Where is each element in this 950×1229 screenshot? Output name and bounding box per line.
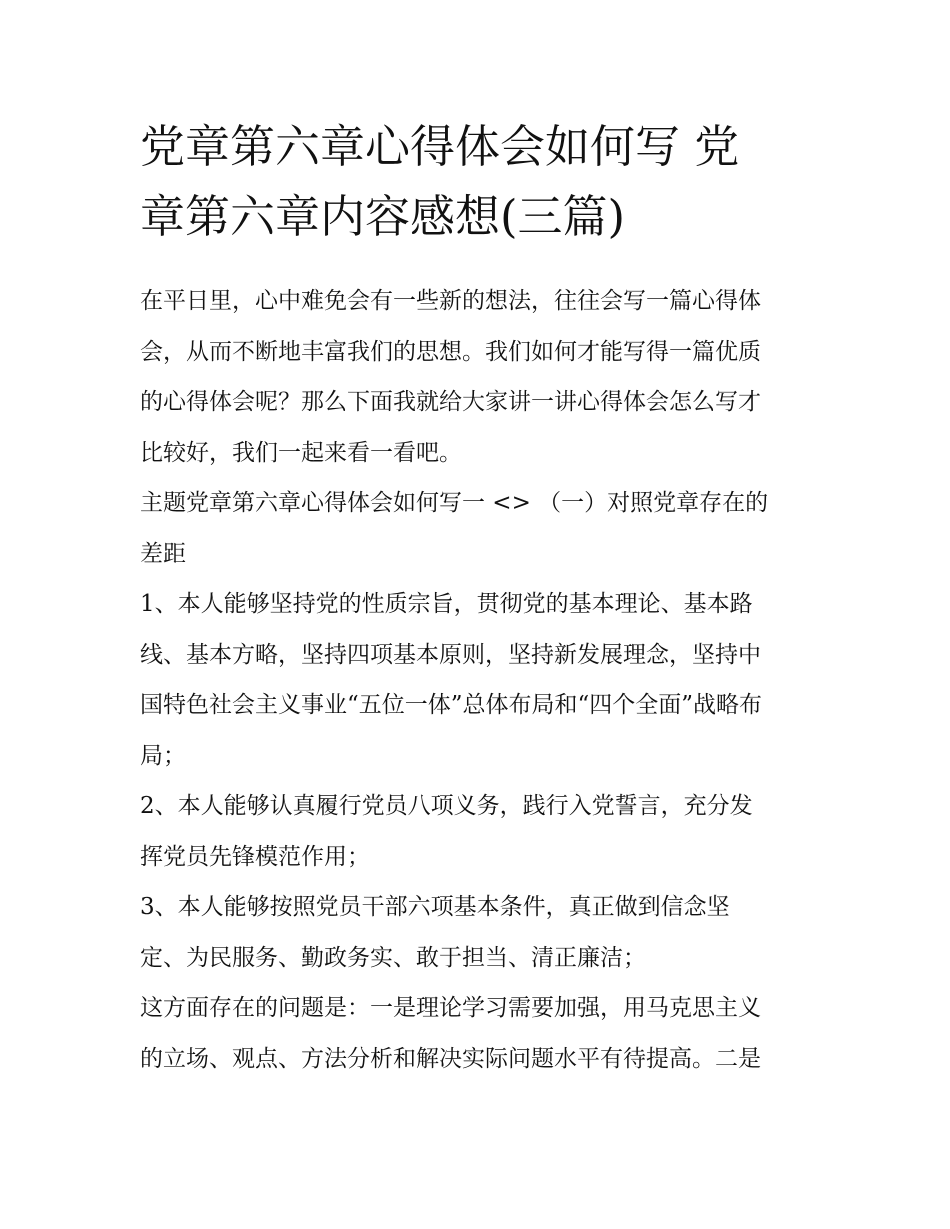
- body-line: 3、本人能够按照党员干部六项基本条件，真正做到信念坚: [140, 894, 730, 920]
- body-line: 1、本人能够坚持党的性质宗旨，贯彻党的基本理论、基本路: [140, 591, 753, 617]
- document-title: [140, 112, 820, 252]
- body-line: 挥党员先锋模范作用；: [140, 843, 370, 870]
- body-line: 差距: [140, 540, 186, 567]
- body-line: 的心得体会呢？那么下面我就给大家讲一讲心得体会怎么写才: [140, 389, 761, 415]
- body-line: 定、为民服务、勤政务实、敢于担当、清正廉洁；: [140, 944, 646, 971]
- document-body: [140, 276, 820, 1084]
- body-line: 这方面存在的问题是：一是理论学习需要加强，用马克思主义: [140, 995, 761, 1021]
- body-line: 的立场、观点、方法分析和解决实际问题水平有待提高。二是: [140, 1045, 761, 1072]
- body-line: 会，从而不断地丰富我们的思想。我们如何才能写得一篇优质: [140, 338, 761, 365]
- body-line: 局；: [140, 742, 186, 769]
- body-line: 国特色社会主义事业“五位一体”总体布局和“四个全面”战略布: [140, 692, 763, 718]
- body-line: 2、本人能够认真履行党员八项义务，践行入党誓言，充分发: [140, 793, 753, 819]
- document-content: [140, 112, 820, 1084]
- title-line-1: 党章第六章心得体会如何写 党: [140, 120, 740, 173]
- body-line: 比较好，我们一起来看一看吧。: [140, 439, 462, 466]
- body-line: 线、基本方略，坚持四项基本原则，坚持新发展理念，坚持中: [140, 641, 761, 668]
- title-line-2: 章第六章内容感想(三篇): [140, 190, 626, 243]
- body-line: 主题党章第六章心得体会如何写一 <> （一）对照党章存在的: [140, 490, 769, 516]
- body-line: 在平日里，心中难免会有一些新的想法，往往会写一篇心得体: [140, 288, 761, 314]
